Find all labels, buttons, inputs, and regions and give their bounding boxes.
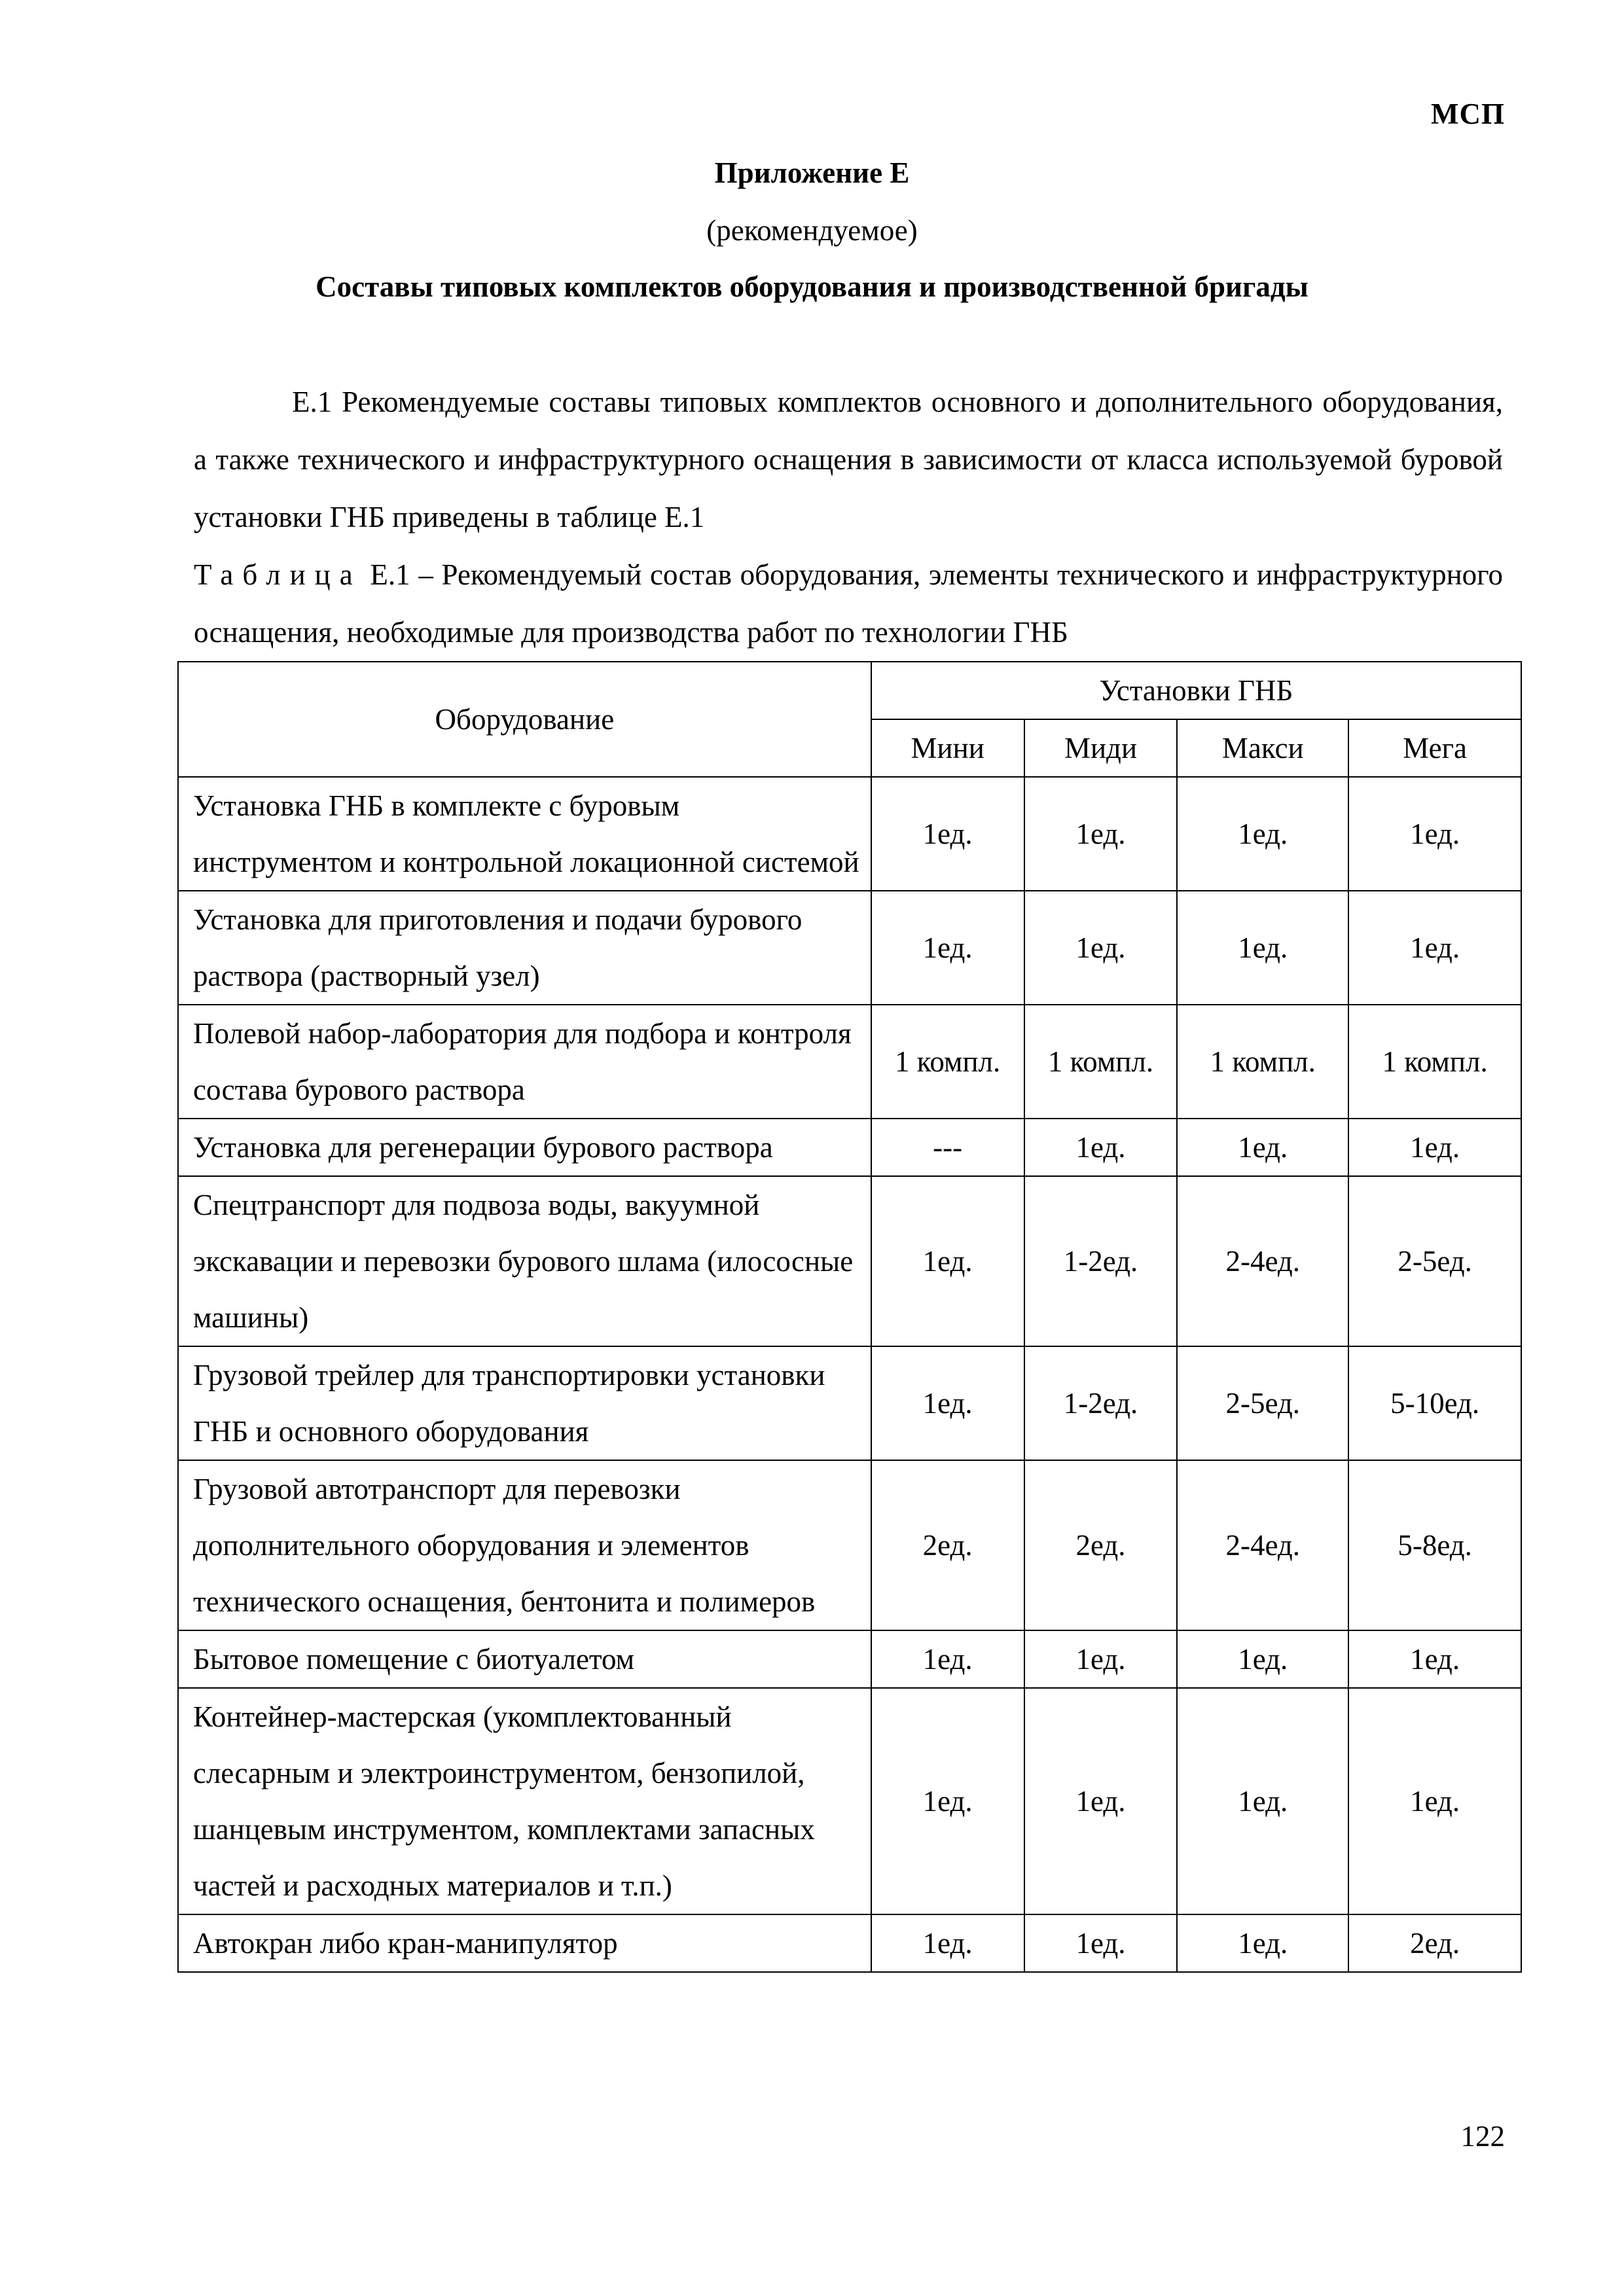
quantity-cell: 2-5ед. — [1177, 1346, 1348, 1460]
table-row — [178, 1688, 1521, 1914]
quantity-cell: 2-4ед. — [1177, 1460, 1348, 1630]
quantity-cell: 1ед. — [1177, 1688, 1348, 1914]
quantity-cell: 1ед. — [1348, 777, 1521, 891]
intro-paragraph: Е.1 Рекомендуемые составы типовых комплектов основного и дополнительного оборудования, а также технического и инфраструктурного оснащения в зависимости от класса используемой буровой установки ГНБ приведены в таблице Е.1 — [194, 386, 1503, 533]
quantity-cell: --- — [871, 1119, 1024, 1176]
quantity-cell: 1ед. — [1177, 1630, 1348, 1688]
quantity-cell: 1ед. — [871, 891, 1024, 1005]
quantity-cell: 2-5ед. — [1348, 1176, 1521, 1346]
equipment-name-cell: Установка для регенерации бурового раствора — [178, 1119, 871, 1176]
table-row — [178, 1005, 1521, 1119]
quantity-cell: 1ед. — [871, 1176, 1024, 1346]
equipment-name-cell: Установка для приготовления и подачи бурового раствора (растворный узел) — [178, 891, 871, 1005]
quantity-cell: 1-2ед. — [1024, 1176, 1178, 1346]
equipment-name-cell: Грузовой автотранспорт для перевозки дополнительного оборудования и элементов технического оснащения, бентонита и полимеров — [178, 1460, 871, 1630]
document-code: МСП — [1431, 98, 1505, 130]
column-header: Макси — [1177, 719, 1348, 777]
quantity-cell: 1ед. — [1177, 1914, 1348, 1972]
quantity-cell: 5-8ед. — [1348, 1460, 1521, 1630]
equipment-name-cell: Установка ГНБ в комплекте с буровым инструментом и контрольной локационной системой — [178, 777, 871, 891]
quantity-cell: 1 компл. — [1024, 1005, 1178, 1119]
equipment-header: Оборудование — [178, 662, 871, 777]
table-row — [178, 1630, 1521, 1688]
appendix-heading: Составы типовых комплектов оборудования и производственной бригады — [316, 270, 1308, 303]
page-number: 122 — [1460, 2120, 1505, 2153]
table-row — [178, 891, 1521, 1005]
table-row — [178, 777, 1521, 891]
column-header: Мега — [1348, 719, 1521, 777]
quantity-cell: 1ед. — [871, 777, 1024, 891]
table-caption-label: Таблица — [194, 558, 362, 591]
quantity-cell: 1ед. — [1024, 777, 1178, 891]
quantity-cell: 2ед. — [1024, 1460, 1178, 1630]
quantity-cell: 5-10ед. — [1348, 1346, 1521, 1460]
quantity-cell: 1 компл. — [1177, 1005, 1348, 1119]
quantity-cell: 1ед. — [1177, 891, 1348, 1005]
table-caption-text: Е.1 – Рекомендуемый состав оборудования, элементы технического и инфраструктурного оснащения, необходимые для производства работ по технологии ГНБ — [194, 558, 1503, 649]
equipment-name-cell: Бытовое помещение с биотуалетом — [178, 1630, 871, 1688]
quantity-cell: 1ед. — [871, 1914, 1024, 1972]
equipment-name-cell: Контейнер-мастерская (укомплектованный слесарным и электроинструментом, бензопилой, шанцевым инструментом, комплектами запасных частей и расходных материалов и т.п.) — [178, 1688, 871, 1914]
table-row — [178, 1346, 1521, 1460]
equipment-name-cell: Автокран либо кран-манипулятор — [178, 1914, 871, 1972]
table-caption — [194, 546, 1503, 661]
quantity-cell: 1-2ед. — [1024, 1346, 1178, 1460]
quantity-cell: 1ед. — [1177, 1119, 1348, 1176]
equipment-table — [177, 661, 1522, 1973]
appendix-note: (рекомендуемое) — [706, 214, 918, 247]
table-row — [178, 1460, 1521, 1630]
quantity-cell: 1 компл. — [1348, 1005, 1521, 1119]
quantity-cell: 1ед. — [1024, 1119, 1178, 1176]
quantity-cell: 1ед. — [1024, 1630, 1178, 1688]
quantity-cell: 1 компл. — [871, 1005, 1024, 1119]
table-row — [178, 1914, 1521, 1972]
column-header: Миди — [1024, 719, 1178, 777]
quantity-cell: 1ед. — [1177, 777, 1348, 891]
equipment-name-cell: Полевой набор-лаборатория для подбора и контроля состава бурового раствора — [178, 1005, 871, 1119]
quantity-cell: 2ед. — [1348, 1914, 1521, 1972]
quantity-cell: 2-4ед. — [1177, 1176, 1348, 1346]
quantity-cell: 2ед. — [871, 1460, 1024, 1630]
quantity-cell: 1ед. — [1348, 891, 1521, 1005]
quantity-cell: 1ед. — [871, 1688, 1024, 1914]
quantity-cell: 1ед. — [1024, 1914, 1178, 1972]
appendix-title: Приложение Е — [714, 156, 910, 189]
quantity-cell: 1ед. — [871, 1630, 1024, 1688]
group-header: Установки ГНБ — [871, 662, 1521, 719]
column-header: Мини — [871, 719, 1024, 777]
quantity-cell: 1ед. — [1348, 1630, 1521, 1688]
quantity-cell: 1ед. — [1024, 891, 1178, 1005]
table-header-row — [178, 662, 1521, 719]
equipment-name-cell: Грузовой трейлер для транспортировки установки ГНБ и основного оборудования — [178, 1346, 871, 1460]
equipment-name-cell: Спецтранспорт для подвоза воды, вакуумной экскавации и перевозки бурового шлама (илососные машины) — [178, 1176, 871, 1346]
quantity-cell: 1ед. — [871, 1346, 1024, 1460]
quantity-cell: 1ед. — [1024, 1688, 1178, 1914]
table-row — [178, 1119, 1521, 1176]
quantity-cell: 1ед. — [1348, 1688, 1521, 1914]
table-row — [178, 1176, 1521, 1346]
quantity-cell: 1ед. — [1348, 1119, 1521, 1176]
